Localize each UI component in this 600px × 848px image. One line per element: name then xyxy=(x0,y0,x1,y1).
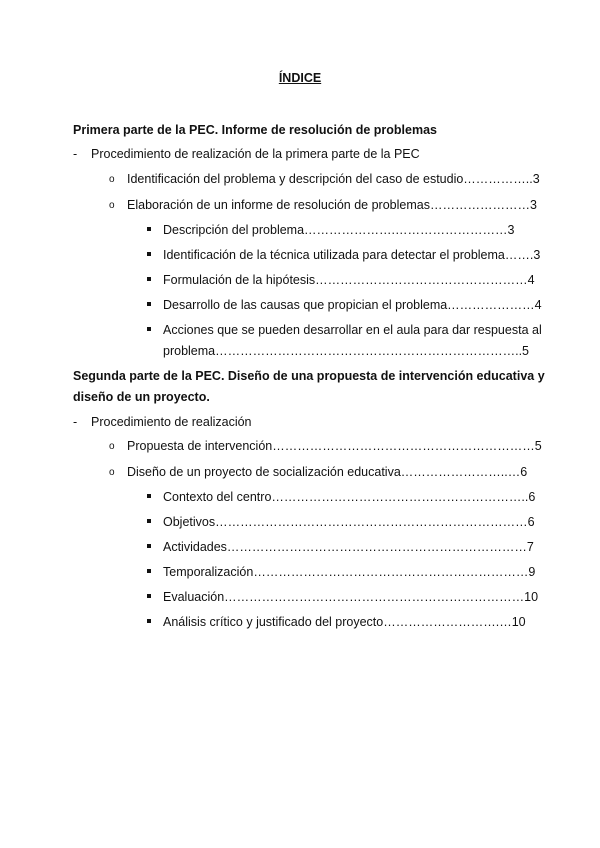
part2-bullet-4: Temporalización…………………………………………………………9 xyxy=(163,565,536,579)
part2-heading-cont: diseño de un proyecto. xyxy=(73,390,210,404)
square-bullet-icon xyxy=(147,519,151,523)
dash-marker: - xyxy=(73,415,78,429)
part1-item: Procedimiento de realización de la primera parte de la PEC xyxy=(91,147,420,161)
part1-heading: Primera parte de la PEC. Informe de resolución de problemas xyxy=(73,123,438,137)
part2-bullet-3: Actividades………………………………………………………………7 xyxy=(163,540,534,554)
part1-sub2: Elaboración de un informe de resolución de problemas……………………3 xyxy=(127,198,537,212)
circle-marker: o xyxy=(109,174,115,185)
part2-sub1: Propuesta de intervención………………………………………………………5 xyxy=(127,439,542,453)
part2-bullet-6: Análisis crítico y justificado del proyecto……………………….…10 xyxy=(163,615,526,629)
part2-bullet-2: Objetivos…………………………………………………………………6 xyxy=(163,515,535,529)
square-bullet-icon xyxy=(147,227,151,231)
square-bullet-icon xyxy=(147,302,151,306)
square-bullet-icon xyxy=(147,252,151,256)
square-bullet-icon xyxy=(147,569,151,573)
part1-bullet-5: Acciones que se pueden desarrollar en el aula para dar respuesta al xyxy=(163,323,542,337)
square-bullet-icon xyxy=(147,327,151,331)
part2-sub2: Diseño de un proyecto de socialización educativa……………………..…6 xyxy=(127,465,528,479)
square-bullet-icon xyxy=(147,594,151,598)
part1-sub1: Identificación del problema y descripción del caso de estudio……………..3 xyxy=(127,172,540,186)
part2-item: Procedimiento de realización xyxy=(91,415,252,429)
part1-bullet-2: Identificación de la técnica utilizada para detectar el problema…….3 xyxy=(163,248,541,262)
part2-bullet-1: Contexto del centro……………………………………………………..6 xyxy=(163,490,536,504)
square-bullet-icon xyxy=(147,619,151,623)
square-bullet-icon xyxy=(147,494,151,498)
circle-marker: o xyxy=(109,200,115,211)
part1-bullet-3: Formulación de la hipótesis……………………………………………4 xyxy=(163,273,535,287)
dash-marker: - xyxy=(73,147,78,161)
part1-bullet-4: Desarrollo de las causas que propician el problema…………………4 xyxy=(163,298,542,312)
part2-bullet-5: Evaluación………………………………………………………………10 xyxy=(163,590,539,604)
square-bullet-icon xyxy=(147,277,151,281)
part1-bullet-1: Descripción del problema………………….………………………3 xyxy=(163,223,515,237)
square-bullet-icon xyxy=(147,544,151,548)
part2-heading: Segunda parte de la PEC. Diseño de una propuesta de intervención educativa y xyxy=(73,369,545,383)
part1-bullet-5-cont: problema………………………………………………………………..5 xyxy=(163,344,530,358)
circle-marker: o xyxy=(109,441,115,452)
page-title: ÍNDICE xyxy=(278,71,322,85)
circle-marker: o xyxy=(109,467,115,478)
